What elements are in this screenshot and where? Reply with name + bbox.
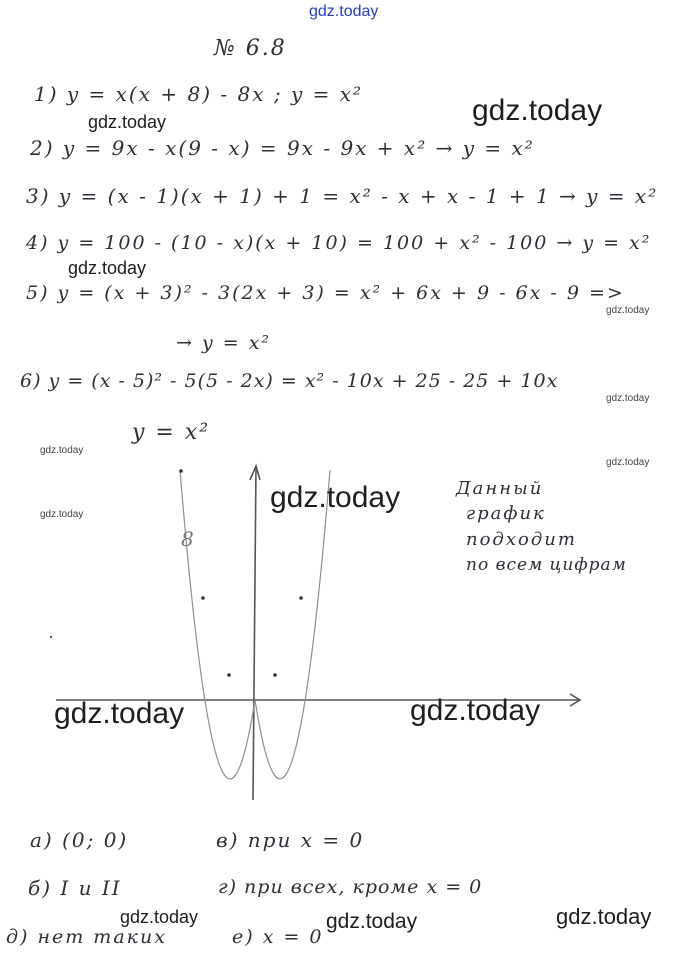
answer-e: е) x = 0 [232, 926, 324, 948]
graph-point [201, 596, 205, 600]
note-line-3: подходит [466, 529, 577, 550]
graph-label: y = x² [132, 420, 211, 445]
watermark: gdz.today [606, 457, 650, 468]
solution-line-6: 6) y = (x - 5)² - 5(5 - 2x) = x² - 10x + 25 - 25 + 10x [20, 370, 559, 392]
watermark: gdz.today [410, 694, 541, 727]
solution-line-4: 4) y = 100 - (10 - x)(x + 10) = 100 + x² - 100 → y = x² [26, 232, 652, 254]
note-line-4: по всем цифрам [466, 555, 627, 575]
handwritten-scribble: 8 [181, 527, 194, 551]
graph-point [299, 596, 303, 600]
y-axis [253, 466, 256, 800]
note-line-2: график [466, 503, 546, 524]
graph-point [50, 636, 52, 638]
watermark: gdz.today [606, 305, 650, 316]
answer-g: г) при всех, кроме x = 0 [218, 876, 483, 898]
watermark: gdz.today [326, 910, 418, 933]
solution-line-3: 3) y = (x - 1)(x + 1) + 1 = x² - x + x - 1 + 1 → y = x² [26, 184, 659, 208]
solution-line-2: 2) y = 9x - x(9 - x) = 9x - 9x + x² → y = x² [30, 136, 535, 160]
graph-point [227, 673, 231, 677]
watermark: gdz.today [40, 445, 84, 456]
solution-line-5: 5) y = (x + 3)² - 3(2x + 3) = x² + 6x + 9 - 6x - 9 => [26, 282, 625, 304]
watermark: gdz.today [54, 697, 185, 730]
watermark: gdz.today [120, 907, 199, 927]
note-line-1: Данный [456, 478, 544, 499]
site-link[interactable]: gdz.today [309, 3, 379, 20]
watermark: gdz.today [88, 112, 167, 132]
answer-d: д) нет таких [6, 926, 167, 948]
problem-number: № 6.8 [214, 36, 287, 61]
watermark: gdz.today [472, 94, 603, 127]
solution-line-1: 1) y = x(x + 8) - 8x ; y = x² [34, 82, 364, 106]
answer-a: а) (0; 0) [30, 828, 129, 852]
graph-point [179, 469, 183, 473]
answer-b: б) I и II [28, 876, 122, 900]
graph-point [273, 673, 277, 677]
watermark: gdz.today [40, 509, 84, 520]
solution-line-5-result: → y = x² [176, 332, 272, 354]
watermark: gdz.today [606, 393, 650, 404]
watermark: gdz.today [68, 258, 147, 278]
answer-v: в) при x = 0 [216, 828, 365, 852]
watermark: gdz.today [270, 481, 401, 514]
watermark: gdz.today [556, 904, 652, 929]
y-axis-arrow [250, 466, 260, 480]
